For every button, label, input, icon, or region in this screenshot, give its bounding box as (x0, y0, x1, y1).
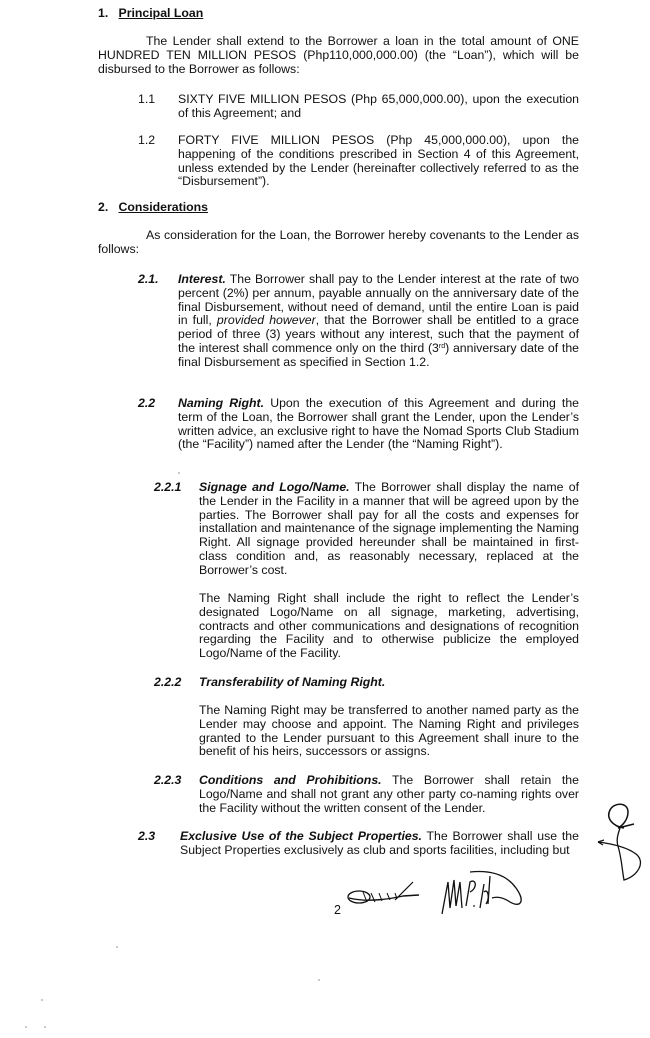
text-run: The Borrower shall use the Subject Properties exclusively as club and sports facilities, including but (180, 829, 579, 857)
scan-speck (178, 472, 180, 474)
initials-signature-icon (345, 878, 425, 910)
italic-run: provided however (216, 313, 316, 328)
section-heading-2 (98, 201, 208, 215)
subitem-2-2-2-heading: Transferability of Naming Right. (199, 675, 386, 689)
section-number: 2. (98, 200, 109, 214)
superscript: rd (438, 342, 446, 350)
subitem-2-2-3-text (199, 774, 579, 815)
scan-speck (116, 946, 118, 948)
margin-initials-signature-icon (594, 800, 644, 890)
item-heading: Exclusive Use of the Subject Properties. (180, 829, 422, 843)
item-heading: Naming Right. (178, 396, 265, 410)
section-2-intro: As consideration for the Loan, the Borrower hereby covenants to the Lender as follows: (98, 228, 579, 256)
subitem-heading: Signage and Logo/Name. (199, 480, 350, 494)
subitem-number: 2.2.3 (154, 773, 182, 787)
subitem-2-2-1-para2: The Naming Right shall include the right to reflect the Lender’s designated Logo/Name on all signage, marketing, advertising, contracts and other communications and designations of recognition regarding the Facility and to otherwise publicize the employed Logo/Name of the Facility. (199, 591, 579, 661)
item-1-2-text: FORTY FIVE MILLION PESOS (Php 45,000,000.00), upon the happening of the conditions prescribed in Section 4 of this Agreement, unless extended by the Lender (hereinafter collectively referred to as the “Disbursement”). (178, 133, 579, 189)
subitem-2-2-2-para2: The Naming Right may be transferred to another named party as the Lender may choose and appoint. The Naming Right and privileges granted to the Lender pursuant to this Agreement shall inure to the benefit of his heirs, successors or assigns. (199, 703, 579, 759)
page-number: 2 (334, 903, 341, 917)
section-1-intro: The Lender shall extend to the Borrower a loan in the total amount of ONE HUNDRED TEN MILLION PESOS (Php110,000,000.00) (the “Loan”), which will be disbursed to the Borrower as follows: (98, 34, 579, 76)
item-number: 2.2 (138, 396, 156, 410)
text-run: The Borrower shall display the name of the Lender in the Facility in a manner that will be agreed upon by the parties. The Borrower shall pay for all the costs and expenses for installation and maintenance of the signage implementing the Naming Right. All signage provided hereunder shall be maintained in first-class condition and, as reasonably necessary, replaced at the Borrower’s cost. (199, 480, 579, 577)
subitem-number: 2.2.2 (154, 675, 182, 689)
item-number: 2.3 (138, 829, 156, 843)
section-title: Principal Loan (118, 6, 204, 20)
subitem-number: 2.2.1 (154, 480, 182, 494)
text-run: ) anniversary date of the final Disbursement as specified in Section 1.2. (178, 340, 579, 369)
text-run: The Borrower shall retain the Logo/Name and shall not grant any other party co-naming rights over the Facility without the written consent of the Lender. (199, 773, 579, 815)
item-2-2-text (178, 397, 579, 452)
section-number: 1. (98, 6, 109, 20)
item-number: 1.2 (138, 133, 156, 147)
item-number: 2.1. (138, 272, 159, 286)
item-heading: Interest. (178, 272, 226, 286)
scan-speck (318, 979, 320, 981)
subitem-2-2-1-text (199, 481, 579, 578)
section-title: Considerations (118, 200, 209, 214)
text-run: Upon the execution of this Agreement and during the term of the Loan, the Borrower shall grant the Lender, upon the Lender’s written advice, an exclusive right to have the Nomad Sports Club Stadium (the “Facility”) named after the Lender (the “Naming Right”). (178, 396, 579, 452)
item-1-1-text: SIXTY FIVE MILLION PESOS (Php 65,000,000.00), upon the execution of this Agreement; and (178, 92, 579, 120)
subitem-heading: Conditions and Prohibitions. (199, 773, 382, 787)
text-run: The Borrower shall pay to the Lender interest at the rate of two percent (2%) per annum, payable annually on the anniversary date of the final Disbursement, without need of demand, until the entire Loan is paid in full, (178, 272, 579, 328)
scan-speck (25, 1026, 27, 1028)
item-2-3-text (180, 830, 579, 858)
scan-speck (41, 999, 43, 1001)
item-2-1-text (178, 273, 579, 370)
item-number: 1.1 (138, 92, 156, 106)
signature-icon (440, 868, 530, 920)
text-run: , that the Borrower shall be entitled to a grace period of three (3) years without any interest, such that the payment of the interest shall commence only on the third (3 (178, 313, 579, 355)
scan-speck (44, 1026, 46, 1028)
section-heading-1 (98, 7, 203, 21)
